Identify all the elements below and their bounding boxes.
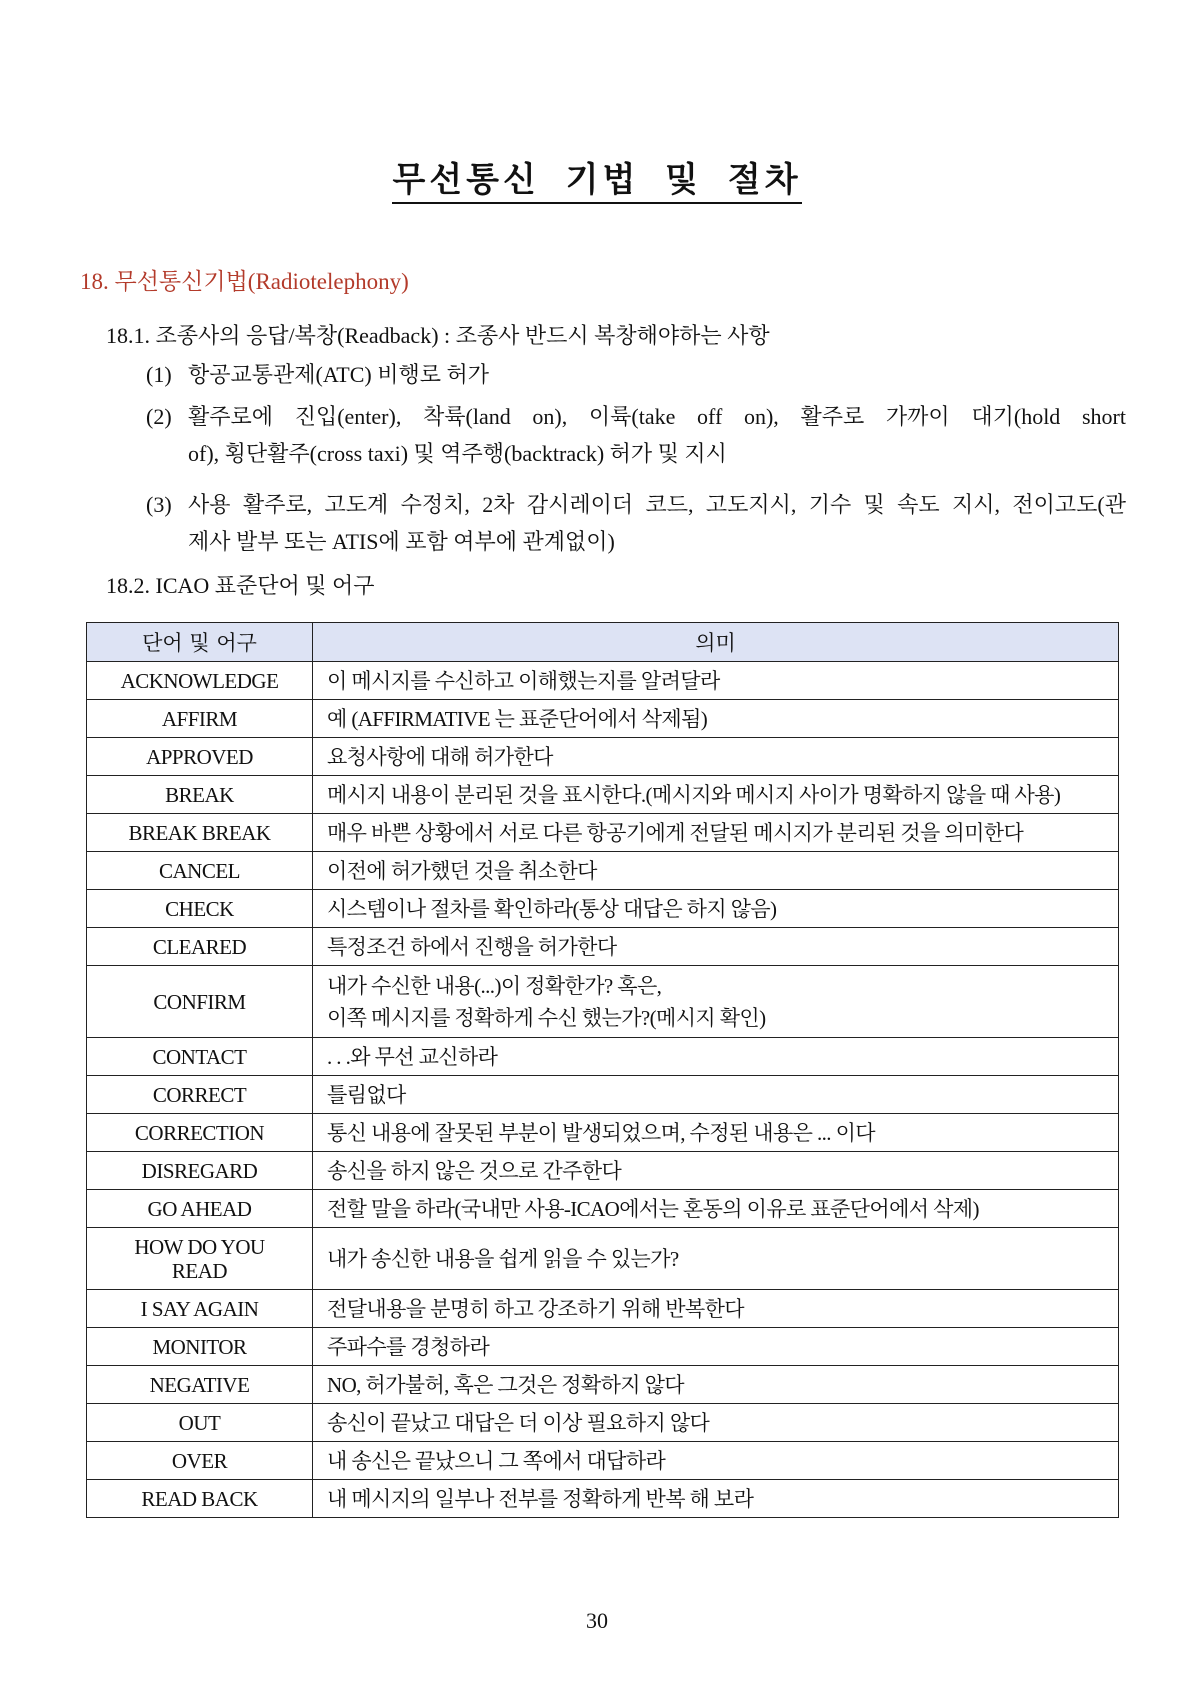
- meaning-cell: [313, 928, 1119, 966]
- table-row: [87, 662, 1119, 700]
- meaning-text: 예 (AFFIRMATIVE 는 표준단어에서 삭제됨): [327, 706, 708, 731]
- meaning-text: 시스템이나 절차를 확인하라(통상 대답은 하지 않음): [327, 896, 777, 921]
- table-row: [87, 1114, 1119, 1152]
- subsection-icao-terms: 18.2. ICAO 표준단어 및 어구: [106, 573, 375, 598]
- list-item: [146, 486, 1126, 560]
- term-text: APPROVED: [146, 744, 253, 769]
- term-cell: [87, 928, 313, 966]
- table-row: [87, 1290, 1119, 1328]
- term-cell: [87, 738, 313, 776]
- term-text: BREAK: [165, 782, 234, 807]
- item-text: 항공교통관제(ATC) 비행로 허가: [188, 362, 489, 387]
- term-cell: [87, 1480, 313, 1518]
- page-number: 30: [586, 1608, 608, 1633]
- term-cell: [87, 966, 313, 1038]
- term-text: CORRECT: [152, 1082, 247, 1107]
- meaning-text: 내가 송신한 내용을 쉽게 읽을 수 있는가?: [327, 1246, 679, 1271]
- meaning-text: 특정조건 하에서 진행을 허가한다: [327, 934, 617, 959]
- meaning-text: NO, 허가불허, 혹은 그것은 정확하지 않다: [327, 1372, 684, 1397]
- term-cell: [87, 852, 313, 890]
- item-text-continued: of), 횡단활주(cross taxi) 및 역주행(backtrack) 허가 및 지시: [188, 441, 727, 466]
- term-cell: [87, 890, 313, 928]
- meaning-text: 송신이 끝났고 대답은 더 이상 필요하지 않다: [327, 1410, 710, 1435]
- meaning-text: 내 메시지의 일부나 전부를 정확하게 반복 해 보라: [327, 1486, 754, 1511]
- term-text: DISREGARD: [141, 1158, 258, 1183]
- term-cell: [87, 814, 313, 852]
- term-cell: [87, 1290, 313, 1328]
- term-cell: [87, 1328, 313, 1366]
- table-row: [87, 928, 1119, 966]
- meaning-text: 메시지 내용이 분리된 것을 표시한다.(메시지와 메시지 사이가 명확하지 않을 때 사용): [327, 782, 1061, 807]
- term-text: CONTACT: [152, 1044, 247, 1069]
- term-text: CHECK: [165, 896, 234, 921]
- table-row: [87, 738, 1119, 776]
- subsection-readback: 18.1. 조종사의 응답/복창(Readback) : 조종사 반드시 복창해야하는 사항: [106, 323, 770, 348]
- item-number: (2): [146, 404, 172, 429]
- meaning-text: 틀림없다: [327, 1082, 406, 1107]
- table-row: [87, 1038, 1119, 1076]
- meaning-text: 내가 수신한 내용(...)이 정확한가? 혹은,: [327, 973, 662, 998]
- meaning-text: 이 메시지를 수신하고 이해했는지를 알려달라: [327, 668, 720, 693]
- meaning-cell: [313, 1114, 1119, 1152]
- table-row: [87, 1328, 1119, 1366]
- term-cell: [87, 1442, 313, 1480]
- meaning-text: 내 송신은 끝났으니 그 쪽에서 대답하라: [327, 1448, 666, 1473]
- table-row: [87, 1480, 1119, 1518]
- meaning-text: 통신 내용에 잘못된 부분이 발생되었으며, 수정된 내용은 ... 이다: [327, 1120, 875, 1145]
- meaning-text: 전할 말을 하라(국내만 사용-ICAO에서는 혼동의 이유로 표준단어에서 삭제): [327, 1196, 979, 1221]
- term-cell: [87, 1228, 313, 1290]
- term-cell: [87, 1404, 313, 1442]
- term-text: ACKNOWLEDGE: [120, 668, 279, 693]
- header-meaning: 의미: [313, 623, 1119, 662]
- section-heading: 18. 무선통신기법(Radiotelephony): [80, 269, 409, 294]
- term-text: I SAY AGAIN: [140, 1296, 259, 1321]
- meaning-cell: [313, 1290, 1119, 1328]
- table-row: [87, 1152, 1119, 1190]
- term-text: HOW DO YOU: [134, 1234, 265, 1259]
- header-term: 단어 및 어구: [87, 623, 313, 662]
- term-text: NEGATIVE: [149, 1372, 250, 1397]
- list-item: [146, 356, 1126, 393]
- term-text: OVER: [171, 1448, 228, 1473]
- meaning-text: 전달내용을 분명히 하고 강조하기 위해 반복한다: [327, 1296, 744, 1321]
- meaning-text: 요청사항에 대해 허가한다: [327, 744, 553, 769]
- table-row: [87, 1366, 1119, 1404]
- item-number: (1): [146, 362, 172, 387]
- item-text: 사용 활주로, 고도계 수정치, 2차 감시레이더 코드, 고도지시, 기수 및 속도 지시, 전이고도(관: [188, 492, 1126, 517]
- meaning-cell: [313, 1190, 1119, 1228]
- term-text: BREAK BREAK: [128, 820, 271, 845]
- table-row: [87, 1190, 1119, 1228]
- meaning-cell: [313, 776, 1119, 814]
- table-row: [87, 814, 1119, 852]
- table-row: [87, 1228, 1119, 1290]
- term-cell: [87, 662, 313, 700]
- term-text: GO AHEAD: [147, 1196, 252, 1221]
- term-cell: [87, 1038, 313, 1076]
- table-row: [87, 776, 1119, 814]
- term-cell: [87, 1114, 313, 1152]
- table-row: [87, 966, 1119, 1038]
- term-text: READ BACK: [141, 1486, 258, 1511]
- term-text: CANCEL: [159, 858, 240, 883]
- page-title: 무선통신 기법 및 절차: [0, 152, 1194, 201]
- table-header-row: [87, 623, 1119, 662]
- meaning-cell: [313, 1442, 1119, 1480]
- term-text-continued: READ: [171, 1258, 228, 1283]
- table-row: [87, 852, 1119, 890]
- meaning-text: 이전에 허가했던 것을 취소한다: [327, 858, 597, 883]
- term-text: MONITOR: [152, 1334, 247, 1359]
- meaning-cell: [313, 1152, 1119, 1190]
- term-cell: [87, 700, 313, 738]
- term-cell: [87, 1152, 313, 1190]
- meaning-text: 주파수를 경청하라: [327, 1334, 490, 1359]
- table-row: [87, 1404, 1119, 1442]
- list-item: [146, 398, 1126, 472]
- meaning-cell: [313, 1328, 1119, 1366]
- table-row: [87, 890, 1119, 928]
- meaning-cell: [313, 814, 1119, 852]
- term-cell: [87, 1190, 313, 1228]
- table-row: [87, 1076, 1119, 1114]
- meaning-text-continued: 이쪽 메시지를 정확하게 수신 했는가?(메시지 확인): [327, 1005, 766, 1030]
- meaning-text: . . .와 무선 교신하라: [327, 1044, 498, 1069]
- meaning-cell: [313, 1366, 1119, 1404]
- meaning-cell: [313, 890, 1119, 928]
- term-text: CONFIRM: [153, 989, 246, 1014]
- term-cell: [87, 1076, 313, 1114]
- item-text: 활주로에 진입(enter), 착륙(land on), 이륙(take off on), 활주로 가까이 대기(hold short: [188, 404, 1126, 429]
- icao-terms-table: [86, 622, 1119, 1518]
- meaning-cell: [313, 966, 1119, 1038]
- term-cell: [87, 1366, 313, 1404]
- meaning-cell: [313, 1076, 1119, 1114]
- meaning-cell: [313, 852, 1119, 890]
- term-cell: [87, 776, 313, 814]
- meaning-text: 송신을 하지 않은 것으로 간주한다: [327, 1158, 622, 1183]
- table-row: [87, 700, 1119, 738]
- meaning-cell: [313, 1480, 1119, 1518]
- term-text: CORRECTION: [134, 1120, 265, 1145]
- term-text: AFFIRM: [161, 706, 238, 731]
- item-number: (3): [146, 492, 172, 517]
- meaning-cell: [313, 1228, 1119, 1290]
- term-text: OUT: [178, 1410, 221, 1435]
- term-text: CLEARED: [152, 934, 247, 959]
- meaning-cell: [313, 738, 1119, 776]
- meaning-cell: [313, 1038, 1119, 1076]
- table-row: [87, 1442, 1119, 1480]
- meaning-text: 매우 바쁜 상황에서 서로 다른 항공기에게 전달된 메시지가 분리된 것을 의미한다: [327, 820, 1024, 845]
- item-text-continued: 제사 발부 또는 ATIS에 포함 여부에 관계없이): [188, 529, 615, 554]
- meaning-cell: [313, 700, 1119, 738]
- meaning-cell: [313, 662, 1119, 700]
- meaning-cell: [313, 1404, 1119, 1442]
